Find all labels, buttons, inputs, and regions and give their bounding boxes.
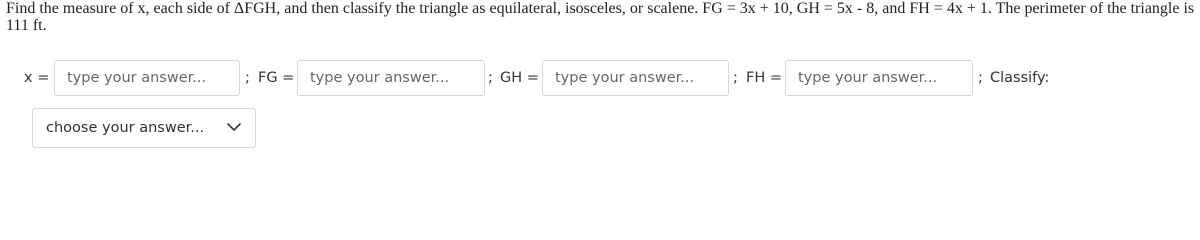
separator: ; — [488, 70, 493, 86]
separator: ; — [978, 70, 983, 86]
classify-dropdown-placeholder: choose your answer... — [46, 120, 205, 136]
gh-field[interactable] — [542, 60, 729, 96]
fg-label: FG = — [258, 70, 295, 86]
fh-input[interactable] — [786, 61, 972, 95]
separator: ; — [733, 70, 738, 86]
fh-label: FH = — [746, 70, 783, 86]
classify-dropdown[interactable] — [32, 108, 256, 148]
classify-label: Classify: — [990, 70, 1050, 86]
gh-input[interactable] — [543, 61, 728, 95]
gh-label: GH = — [500, 70, 539, 86]
chevron-down-icon — [227, 122, 241, 132]
separator: ; — [245, 70, 250, 86]
answer-row — [0, 60, 1200, 96]
fg-input[interactable] — [298, 61, 484, 95]
x-label: x = — [24, 70, 50, 86]
fg-field[interactable] — [297, 60, 485, 96]
x-input[interactable] — [55, 61, 239, 95]
question-text: Find the measure of x, each side of ΔFGH, and then classify the triangle as equilateral, isosceles, or scalene. FG = 3x + 10, GH = 5x - 8, and FH = 4x + 1. The perimeter of the triangle is 111 ft. — [6, 0, 1195, 34]
x-field[interactable] — [54, 60, 240, 96]
fh-field[interactable] — [785, 60, 973, 96]
